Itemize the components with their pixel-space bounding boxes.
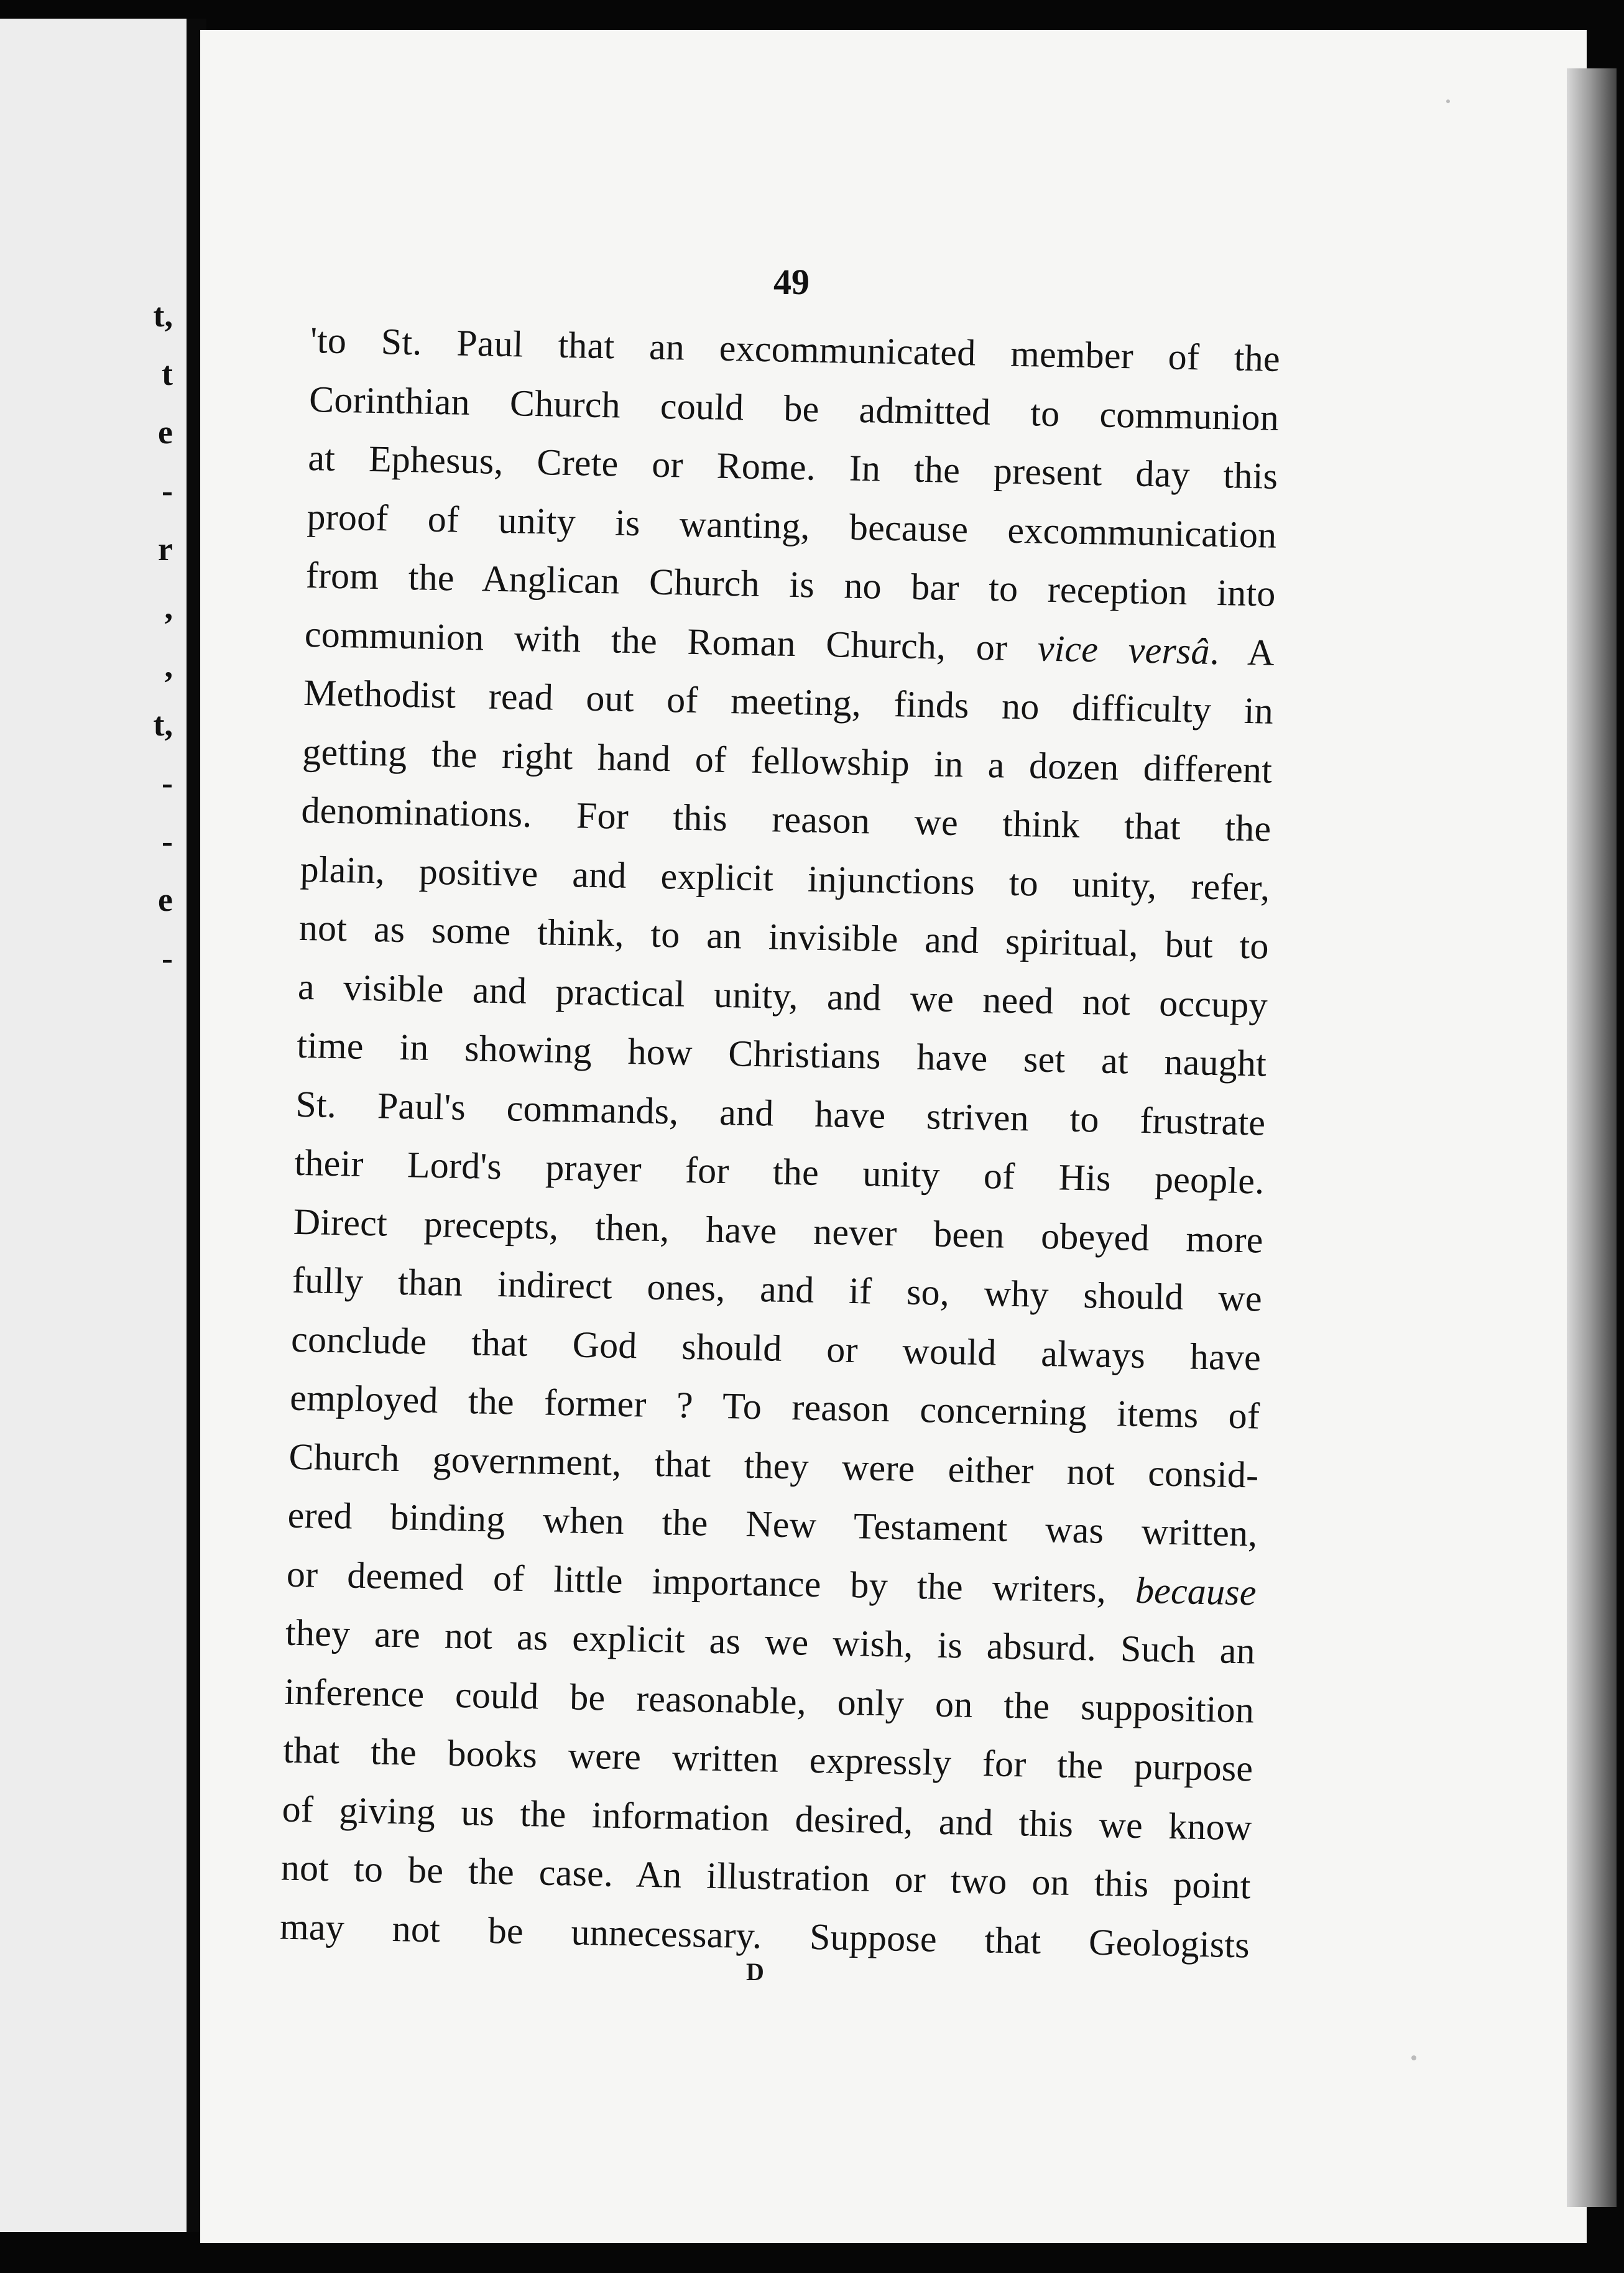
text-line: communion with the Roman Church, or vice versâ. A [304,613,1275,673]
left-page-fragments [154,286,173,987]
text-line: that the books were written expressly for the purpose [282,1729,1253,1789]
left-page-fragment: t, [153,297,173,334]
text-line: at Ephesus, Crete or Rome. In the present day this [307,436,1278,497]
text-line: from the Anglican Church is no bar to reception into [305,554,1276,614]
paper-speck [1411,2055,1416,2060]
left-page-fragment: t [162,355,173,392]
text-line: Church government, that they were either not consid- [288,1436,1259,1496]
text-line: or deemed of little importance by the writers, because [286,1553,1257,1613]
left-page-fragment: - [162,823,173,860]
text-line: employed the former ? To reason concerning items of [289,1376,1260,1437]
text-line: Corinthian Church could be admitted to communion [308,378,1280,438]
text-line: denominations. For this reason we think that the [300,789,1271,849]
left-page-fragment: e [158,413,173,451]
text-line: plain, positive and explicit injunctions to unity, refer, [300,848,1271,908]
text-line: 'to St. Paul that an excommunicated member of the [310,319,1281,379]
text-line: fully than indirect ones, and if so, why should we [292,1259,1263,1319]
body-text [279,311,1281,1974]
text-line: getting the right hand of fellowship in a dozen different [302,731,1273,791]
italic-phrase: because [1135,1569,1257,1613]
page-number: 49 [773,262,810,302]
left-page-fragment: e [158,881,173,918]
italic-phrase: vice versâ [1037,627,1211,672]
text-line: conclude that God should or would always have [290,1318,1262,1378]
text-line: their Lord's prayer for the unity of His people. [294,1141,1265,1202]
text-line: a visible and practical unity, and we need not occupy [297,966,1268,1026]
text-line: they are not as explicit as we wish, is absurd. Such an [285,1611,1256,1672]
text-line: of giving us the information desired, and this we know [282,1788,1253,1848]
text-line: St. Paul's commands, and have striven to frustrate [295,1083,1266,1143]
text-line: proof of unity is wanting, because excommunication [307,496,1278,556]
text-line: not to be the case. An illustration or two on this point [280,1847,1252,1907]
text-line: not as some think, to an invisible and spiritual, but to [298,906,1270,967]
text-line: Methodist read out of meeting, finds no difficulty in [303,671,1274,732]
left-page-fragment: - [162,764,173,801]
left-page-fragment: - [162,939,173,977]
left-page-fragment: , [164,589,173,626]
text-line: inference could be reasonable, only on the supposition [284,1671,1255,1731]
left-page-fragment: t, [153,706,173,743]
signature-mark: D [746,1958,764,1986]
paper-speck [1446,99,1450,103]
text-line: time in showing how Christians have set at naught [296,1024,1267,1084]
left-page-fragment: , [164,647,173,685]
text-line: may not be unnecessary. Suppose that Geologists [279,1906,1250,1965]
text-line: Direct precepts, then, have never been obeyed more [293,1201,1264,1261]
left-page-fragment: - [162,472,173,509]
left-page-fragment: r [158,530,173,568]
left-page-edge [0,19,187,2232]
page-edge-shadow [1567,68,1617,2207]
text-line: ered binding when the New Testament was written, [287,1494,1258,1554]
